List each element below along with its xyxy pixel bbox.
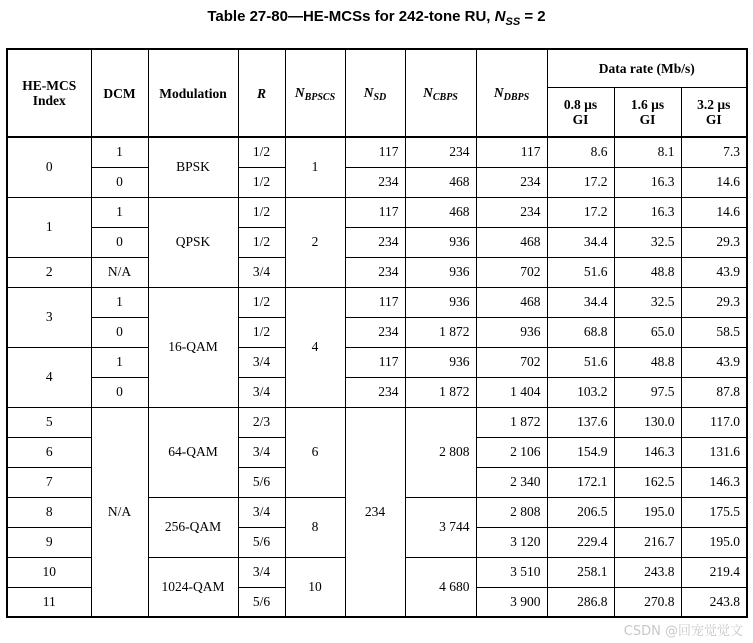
cell-ndbps: 3 120 bbox=[476, 527, 547, 557]
header-ndbps: $N_{DBPS}$ bbox=[476, 49, 547, 137]
cell-ndbps: 2 106 bbox=[476, 437, 547, 467]
cell-rate-3-2: 29.3 bbox=[681, 227, 747, 257]
cell-ncbps: 2 808 bbox=[405, 407, 476, 497]
header-nbpscs: $N_{BPSCS}$ bbox=[285, 49, 345, 137]
cell-rate-0-8: 286.8 bbox=[547, 587, 614, 617]
cell-rate-0-8: 229.4 bbox=[547, 527, 614, 557]
cell-ndbps: 1 872 bbox=[476, 407, 547, 437]
cell-nsd: 117 bbox=[345, 197, 405, 227]
cell-rate-3-2: 175.5 bbox=[681, 497, 747, 527]
cell-r: 3/4 bbox=[238, 257, 285, 287]
cell-dcm: N/A bbox=[91, 407, 148, 617]
watermark: CSDN @回宠觉觉文 bbox=[623, 624, 743, 639]
cell-ncbps: 936 bbox=[405, 227, 476, 257]
cell-nsd: 117 bbox=[345, 287, 405, 317]
cell-r: 1/2 bbox=[238, 227, 285, 257]
cell-nsd: 234 bbox=[345, 407, 405, 617]
cell-ndbps: 702 bbox=[476, 257, 547, 287]
cell-dcm: N/A bbox=[91, 257, 148, 287]
table-row bbox=[7, 377, 747, 407]
cell-r: 5/6 bbox=[238, 527, 285, 557]
cell-dcm: 1 bbox=[91, 197, 148, 227]
cell-index: 11 bbox=[7, 587, 91, 617]
cell-rate-0-8: 8.6 bbox=[547, 137, 614, 167]
cell-nsd: 234 bbox=[345, 257, 405, 287]
table-row bbox=[7, 287, 747, 317]
cell-rate-3-2: 14.6 bbox=[681, 167, 747, 197]
cell-r: 1/2 bbox=[238, 167, 285, 197]
cell-r: 1/2 bbox=[238, 197, 285, 227]
cell-dcm: 0 bbox=[91, 167, 148, 197]
cell-rate-1-6: 8.1 bbox=[614, 137, 681, 167]
header-r: R bbox=[238, 49, 285, 137]
cell-rate-1-6: 162.5 bbox=[614, 467, 681, 497]
cell-rate-1-6: 16.3 bbox=[614, 197, 681, 227]
cell-ndbps: 2 808 bbox=[476, 497, 547, 527]
cell-nbpscs: 1 bbox=[285, 137, 345, 197]
header-data-rate: Data rate (Mb/s) bbox=[547, 49, 747, 87]
cell-rate-3-2: 243.8 bbox=[681, 587, 747, 617]
cell-ndbps: 234 bbox=[476, 197, 547, 227]
cell-ndbps: 3 900 bbox=[476, 587, 547, 617]
header-modulation: Modulation bbox=[148, 49, 238, 137]
cell-index: 0 bbox=[7, 137, 91, 197]
cell-index: 2 bbox=[7, 257, 91, 287]
cell-ndbps: 3 510 bbox=[476, 557, 547, 587]
cell-r: 3/4 bbox=[238, 347, 285, 377]
header-dcm: DCM bbox=[91, 49, 148, 137]
cell-index: 10 bbox=[7, 557, 91, 587]
cell-rate-1-6: 32.5 bbox=[614, 287, 681, 317]
cell-ncbps: 3 744 bbox=[405, 497, 476, 557]
cell-dcm: 1 bbox=[91, 287, 148, 317]
cell-r: 2/3 bbox=[238, 407, 285, 437]
cell-rate-1-6: 130.0 bbox=[614, 407, 681, 437]
cell-rate-3-2: 7.3 bbox=[681, 137, 747, 167]
cell-index: 7 bbox=[7, 467, 91, 497]
cell-rate-3-2: 58.5 bbox=[681, 317, 747, 347]
cell-rate-0-8: 103.2 bbox=[547, 377, 614, 407]
table-row bbox=[7, 167, 747, 197]
cell-ncbps: 234 bbox=[405, 137, 476, 167]
cell-index: 5 bbox=[7, 407, 91, 437]
cell-modulation: QPSK bbox=[148, 197, 238, 287]
cell-rate-0-8: 17.2 bbox=[547, 167, 614, 197]
cell-rate-3-2: 195.0 bbox=[681, 527, 747, 557]
cell-dcm: 1 bbox=[91, 137, 148, 167]
cell-modulation: 1024-QAM bbox=[148, 557, 238, 617]
cell-rate-1-6: 195.0 bbox=[614, 497, 681, 527]
cell-r: 3/4 bbox=[238, 437, 285, 467]
cell-index: 8 bbox=[7, 497, 91, 527]
cell-r: 1/2 bbox=[238, 137, 285, 167]
cell-rate-3-2: 117.0 bbox=[681, 407, 747, 437]
he-mcs-table bbox=[6, 48, 748, 618]
cell-rate-3-2: 14.6 bbox=[681, 197, 747, 227]
cell-nbpscs: 6 bbox=[285, 407, 345, 497]
cell-modulation: 64-QAM bbox=[148, 407, 238, 497]
cell-r: 3/4 bbox=[238, 557, 285, 587]
cell-rate-0-8: 258.1 bbox=[547, 557, 614, 587]
cell-index: 6 bbox=[7, 437, 91, 467]
cell-rate-1-6: 270.8 bbox=[614, 587, 681, 617]
cell-rate-3-2: 29.3 bbox=[681, 287, 747, 317]
cell-rate-3-2: 146.3 bbox=[681, 467, 747, 497]
cell-rate-3-2: 131.6 bbox=[681, 437, 747, 467]
cell-rate-0-8: 51.6 bbox=[547, 257, 614, 287]
cell-nbpscs: 10 bbox=[285, 557, 345, 617]
cell-rate-1-6: 97.5 bbox=[614, 377, 681, 407]
cell-rate-0-8: 51.6 bbox=[547, 347, 614, 377]
cell-ncbps: 4 680 bbox=[405, 557, 476, 617]
cell-nbpscs: 8 bbox=[285, 497, 345, 557]
cell-ndbps: 468 bbox=[476, 227, 547, 257]
header-ncbps: $N_{CBPS}$ bbox=[405, 49, 476, 137]
cell-r: 5/6 bbox=[238, 587, 285, 617]
cell-rate-3-2: 43.9 bbox=[681, 347, 747, 377]
cell-nsd: 117 bbox=[345, 137, 405, 167]
cell-rate-1-6: 243.8 bbox=[614, 557, 681, 587]
cell-rate-0-8: 34.4 bbox=[547, 227, 614, 257]
cell-rate-3-2: 43.9 bbox=[681, 257, 747, 287]
cell-nsd: 117 bbox=[345, 347, 405, 377]
table-row bbox=[7, 347, 747, 377]
cell-rate-0-8: 137.6 bbox=[547, 407, 614, 437]
table-row bbox=[7, 137, 747, 167]
cell-rate-1-6: 32.5 bbox=[614, 227, 681, 257]
cell-r: 3/4 bbox=[238, 377, 285, 407]
header-gi-1-6: 1.6 µs GI bbox=[614, 87, 681, 137]
cell-ncbps: 1 872 bbox=[405, 377, 476, 407]
header-gi-0-8: 0.8 µs GI bbox=[547, 87, 614, 137]
cell-rate-1-6: 65.0 bbox=[614, 317, 681, 347]
table-row bbox=[7, 197, 747, 227]
cell-rate-1-6: 146.3 bbox=[614, 437, 681, 467]
header-gi-3-2: 3.2 µs GI bbox=[681, 87, 747, 137]
table-row bbox=[7, 317, 747, 347]
cell-ndbps: 234 bbox=[476, 167, 547, 197]
header-he-mcs-index: HE-MCS Index bbox=[7, 49, 91, 137]
table-row bbox=[7, 257, 747, 287]
cell-ncbps: 936 bbox=[405, 257, 476, 287]
cell-ndbps: 1 404 bbox=[476, 377, 547, 407]
cell-index: 3 bbox=[7, 287, 91, 347]
cell-ncbps: 936 bbox=[405, 287, 476, 317]
cell-rate-1-6: 16.3 bbox=[614, 167, 681, 197]
cell-rate-0-8: 17.2 bbox=[547, 197, 614, 227]
cell-ncbps: 468 bbox=[405, 197, 476, 227]
cell-nbpscs: 4 bbox=[285, 287, 345, 407]
cell-rate-0-8: 34.4 bbox=[547, 287, 614, 317]
cell-nsd: 234 bbox=[345, 377, 405, 407]
cell-nsd: 234 bbox=[345, 167, 405, 197]
cell-nbpscs: 2 bbox=[285, 197, 345, 287]
cell-r: 3/4 bbox=[238, 497, 285, 527]
cell-ndbps: 117 bbox=[476, 137, 547, 167]
cell-ndbps: 702 bbox=[476, 347, 547, 377]
cell-dcm: 0 bbox=[91, 317, 148, 347]
cell-modulation: BPSK bbox=[148, 137, 238, 197]
cell-nsd: 234 bbox=[345, 317, 405, 347]
cell-rate-3-2: 87.8 bbox=[681, 377, 747, 407]
cell-modulation: 256-QAM bbox=[148, 497, 238, 557]
cell-rate-1-6: 216.7 bbox=[614, 527, 681, 557]
cell-ncbps: 468 bbox=[405, 167, 476, 197]
cell-ndbps: 2 340 bbox=[476, 467, 547, 497]
table-row bbox=[7, 407, 747, 437]
cell-rate-3-2: 219.4 bbox=[681, 557, 747, 587]
cell-rate-0-8: 154.9 bbox=[547, 437, 614, 467]
cell-rate-1-6: 48.8 bbox=[614, 347, 681, 377]
cell-index: 1 bbox=[7, 197, 91, 257]
cell-dcm: 0 bbox=[91, 377, 148, 407]
cell-dcm: 1 bbox=[91, 347, 148, 377]
cell-ndbps: 468 bbox=[476, 287, 547, 317]
cell-index: 4 bbox=[7, 347, 91, 407]
cell-r: 1/2 bbox=[238, 287, 285, 317]
cell-ncbps: 1 872 bbox=[405, 317, 476, 347]
cell-rate-0-8: 206.5 bbox=[547, 497, 614, 527]
cell-rate-0-8: 68.8 bbox=[547, 317, 614, 347]
table-title: Table 27-80—HE-MCSs for 242-tone RU, $N_{SS} = 2$ bbox=[207, 8, 546, 28]
cell-r: 5/6 bbox=[238, 467, 285, 497]
cell-modulation: 16-QAM bbox=[148, 287, 238, 407]
cell-dcm: 0 bbox=[91, 227, 148, 257]
header-nsd: $N_{SD}$ bbox=[345, 49, 405, 137]
cell-r: 1/2 bbox=[238, 317, 285, 347]
cell-index: 9 bbox=[7, 527, 91, 557]
cell-nsd: 234 bbox=[345, 227, 405, 257]
cell-ncbps: 936 bbox=[405, 347, 476, 377]
table-row bbox=[7, 227, 747, 257]
cell-rate-0-8: 172.1 bbox=[547, 467, 614, 497]
cell-rate-1-6: 48.8 bbox=[614, 257, 681, 287]
cell-ndbps: 936 bbox=[476, 317, 547, 347]
